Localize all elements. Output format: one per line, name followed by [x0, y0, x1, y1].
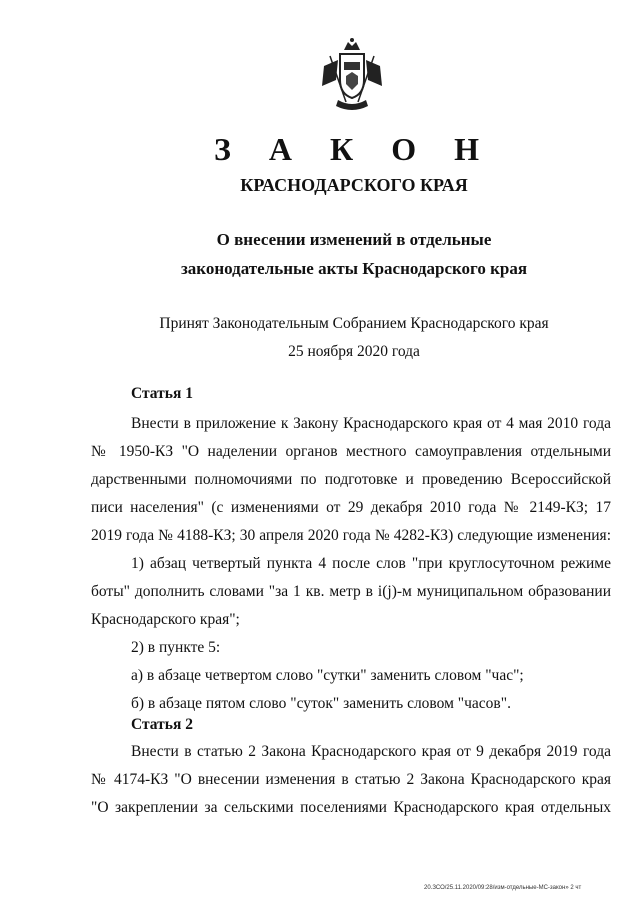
article-2-line: Внести в статью 2 Закона Краснодарского края от 9 декабря 2019 года [131, 743, 611, 760]
article-2-line: № 4174-КЗ "О внесении изменения в статью 2 Закона Краснодарского края [91, 771, 611, 788]
footer-file-stamp: 20.ЗСО/25.11.2020/09:28/изм-отдельные-МС-закон» 2 чт [424, 885, 582, 891]
coat-of-arms-emblem [318, 36, 386, 112]
adopted-by-line: Принят Законодательным Собранием Краснодарского края [159, 315, 549, 332]
article-1-line: 1) абзац четвертый пункта 4 после слов "при круглосуточном режиме [131, 555, 611, 572]
article-1-line: а) в абзаце четвертом слово "сутки" заменить словом "час"; [131, 667, 524, 684]
article-1-line: б) в абзаце пятом слово "суток" заменить словом "часов". [131, 695, 511, 712]
article-1-line: 2019 года № 4188-КЗ; 30 апреля 2020 года № 4282-КЗ) следующие изменения: [91, 527, 611, 544]
article-2-heading: Статья 2 [131, 716, 193, 733]
law-region: КРАСНОДАРСКОГО КРАЯ [240, 175, 468, 195]
document-title-line-2: законодательные акты Краснодарского края [180, 259, 528, 278]
article-1-line: Краснодарского края"; [91, 611, 240, 628]
article-1-heading: Статья 1 [131, 385, 193, 402]
article-1-line: Внести в приложение к Закону Краснодарского края от 4 мая 2010 года [131, 415, 611, 432]
document-title-line-1: О внесении изменений в отдельные [216, 230, 492, 249]
article-1-line: 2) в пункте 5: [131, 639, 221, 656]
article-1-line: дарственными полномочиями по подготовке и проведению Всероссийской [91, 471, 611, 488]
article-1-line: № 1950-КЗ "О наделении органов местного самоуправления отдельными [91, 443, 611, 460]
article-2-body [91, 738, 611, 822]
law-heading: З А К О Н [214, 131, 494, 167]
article-1-body [91, 410, 611, 718]
article-1-line: писи населения" (с изменениями от 29 декабря 2010 года № 2149-КЗ; 17 [91, 499, 611, 516]
article-1-line: боты" дополнить словами "за 1 кв. метр в i(j)-м муниципальном образовании [91, 583, 611, 600]
adoption-date: 25 ноября 2020 года [288, 343, 420, 360]
article-2-line: "О закреплении за сельскими поселениями Краснодарского края отдельных [91, 799, 611, 816]
